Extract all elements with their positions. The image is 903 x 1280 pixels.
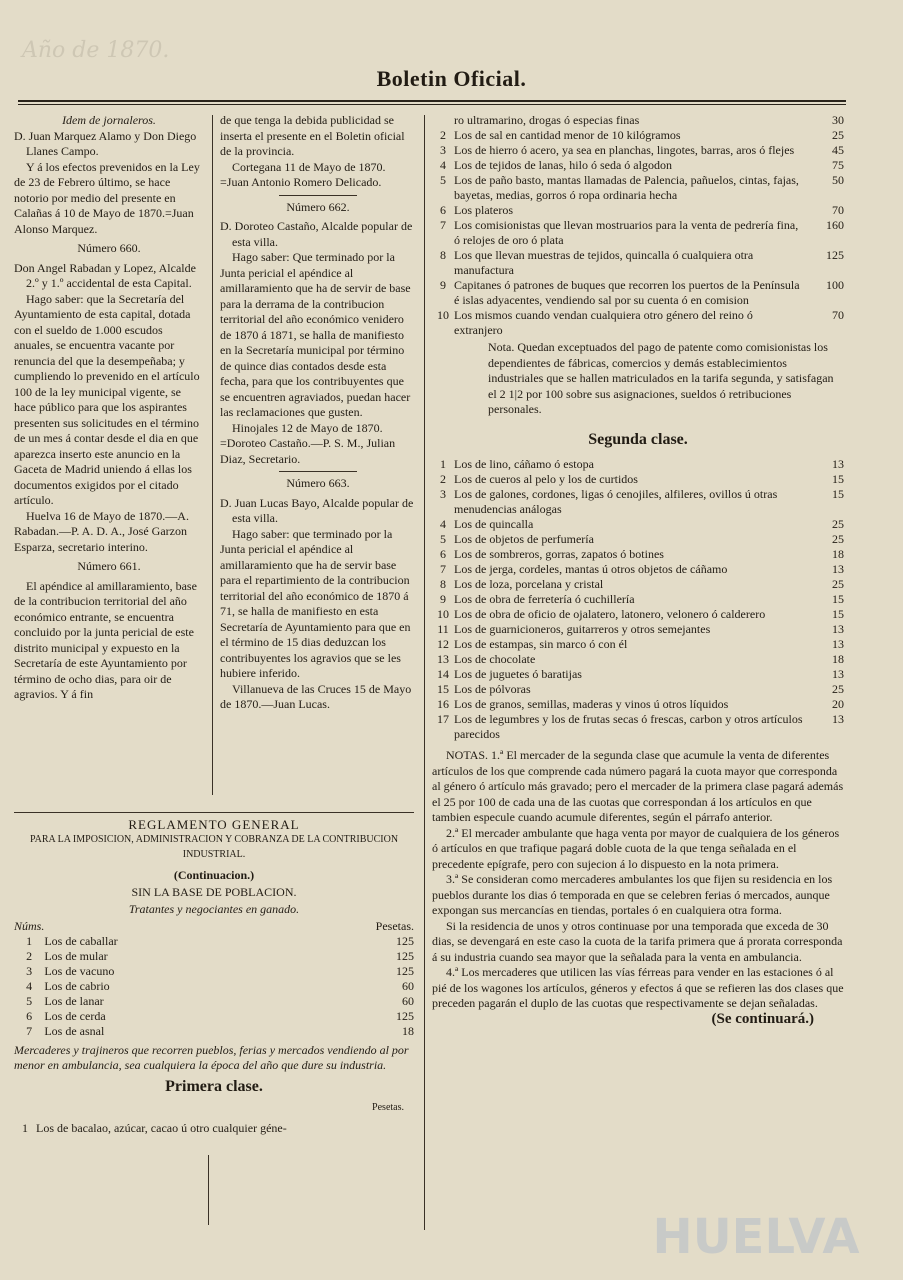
col1-rabadan: Don Angel Rabadan y Lopez, Alcalde 2.º y 1.º accidental de esta Capital. [14,260,196,290]
row-number: 4 [440,158,446,172]
col2-bayo: D. Juan Lucas Bayo, Alcalde popular de esta villa. [220,495,414,525]
row-text: Los de chocolate [454,652,536,666]
row-value: 13 [832,457,844,471]
row-text: Los de granos, semillas, maderas y vinos ú otros líquidos [454,697,729,711]
row-value: 15 [832,472,844,486]
row-value: 125 [396,1009,414,1023]
row-number: 17 [437,712,449,726]
table-row [14,964,414,979]
row-number: 10 [437,308,449,322]
table-row [432,682,844,697]
table-row [432,158,844,173]
row-value: 15 [832,592,844,606]
row-value: 100 [826,278,844,292]
table-row [14,979,414,994]
table-row [432,667,844,682]
se-continuara: (Se continuará.) [711,1010,814,1027]
jornaleros-heading: Idem de jornaleros. [62,113,156,127]
row-number: 5 [440,532,446,546]
row-number: 8 [440,577,446,591]
row-number: 2 [440,472,446,486]
table-row [432,547,844,562]
primera-first-row [14,1121,414,1136]
row-value: 25 [832,128,844,142]
reglamento-rule [14,812,414,813]
row-text: Los de juguetes ó baratijas [454,667,582,681]
reglamento-subtitle: PARA LA IMPOSICION, ADMINISTRACION Y COBRANZA DE LA CONTRIBUCION INDUSTRIAL. [29,834,399,860]
row-text: Los de mular [44,949,108,963]
row-value: 30 [832,113,844,127]
row-text: Los de paño basto, mantas llamadas de Palencia, pañuelos, cintas, fajas, bayetas, medias, gorros ó ropa ordinaria hecha [454,173,799,202]
primera-clase-table [432,113,844,338]
table-row [432,248,844,278]
row-value: 75 [832,158,844,172]
col2-hago-saber-1: Hago saber: Que terminado por la Junta pericial el apéndice al amillaramiento que ha de servir de base para la derrama de la contribucion territorial del año económico venidero de 1870 á 1871, se halla de manifiesto en la Secretaría municipal por término de quince dias contados desde esta fecha, para que los contribuyentes que se encuentren agraviados, puedan hacer las reclamaciones que gusten. [220,250,411,419]
separator [279,471,357,472]
table-row [432,697,844,712]
table-row [432,592,844,607]
row-number: 6 [440,203,446,217]
row-text: Los de tejidos de lanas, hilo ó seda ó algodon [454,158,672,172]
nota-2: 2.ª El mercader ambulante que haga venta por mayor de cualquiera de los géneros ó artículos en que trafique pagará doble cuota de la que tenga señalada en el precedente epígrafe, pero con sujecion á lo dispuesto en la nota primera. [432,825,840,871]
row-number: 12 [437,637,449,651]
row-text: Los de guarnicioneros, guitarreros y otros semejantes [454,622,711,636]
row-number: 11 [437,622,449,636]
row-value: 13 [832,622,844,636]
table-row [432,278,844,308]
table-row [432,712,844,742]
table-row [432,203,844,218]
table-row [432,607,844,622]
row-value: 13 [832,712,844,726]
row-number: 4 [440,517,446,531]
table-row [432,532,844,547]
table-row [432,562,844,577]
row-number: 5 [26,994,33,1008]
col2-hinojales: Hinojales 12 de Mayo de 1870. =Doroteo Castaño.—P. S. M., Julian Diaz, Secretario. [220,420,396,466]
row-number: 7 [440,218,446,232]
row-value: 160 [826,218,844,232]
column-3 [432,113,844,1027]
nota-4: 4.ª Los mercaderes que utilicen las vías férreas para vender en las estaciones ó al pié de los wagones los artículos, géneros y efectos á que se refieren las dos clases que preceden pagarán el duplo de las cuotas que respectivamente se dejan señaladas. [432,965,844,1010]
table-row [432,637,844,652]
row-text: Los de cerda [44,1009,106,1023]
row-value: 25 [832,682,844,696]
column-2 [220,113,416,713]
nota-3b: Si la residencia de unos y otros continuase por una temporada que exceda de 30 dias, se devengará en este caso la cuota de la tarifa primera que á prorata corresponda á su industria cuando sea mayor que la señalada para la venta en ambulancia. [432,918,843,964]
row-number: 6 [26,1009,33,1023]
row-text: Los plateros [454,203,513,217]
notas-section [432,748,844,1012]
row-text: Los de sal en cantidad menor de 10 kilógramos [454,128,681,142]
row-value: 50 [832,173,844,187]
tratantes-heading: Tratantes y negociantes en ganado. [128,902,300,916]
row-number: 16 [437,697,449,711]
row-text: Los de lino, cáñamo ó estopa [454,457,594,471]
row-text: Los de estampas, sin marco ó con él [454,637,628,651]
mercaderes-text: Mercaderes y trajineros que recorren pueblos, ferias y mercados vendiendo al por menor en ambulancia, sea cualquiera la época del año que dure su industria. [14,1043,409,1072]
row-number: 1 [22,1121,28,1135]
row-value: 15 [832,487,844,501]
table-row [14,1121,414,1136]
row-text: Los de sombreros, gorras, zapatos ó botines [454,547,664,561]
nota-3: 3.ª Se consideran como mercaderes ambulantes los que fijen su residencia en los pueblos durante los dias ó temporada en que se celebren ferias ó mercados, aunque expongan sus mercancías en tiendas, portales ó en cualquiera otra forma. [432,872,833,917]
row-text: Los mismos cuando vendan cualquiera otro género del reino ó extranjero [454,308,753,337]
row-number: 10 [437,607,449,621]
primera-clase-heading: Primera clase. [165,1078,263,1095]
row-number [432,113,454,128]
table-row [14,1024,414,1039]
table-row [432,472,844,487]
table-row [14,1009,414,1024]
reglamento-continuacion: (Continuacion.) [173,868,255,882]
pesetas-header: Pesetas. [375,919,414,933]
table-row [432,128,844,143]
numero-661: Número 661. [77,559,141,573]
col2-publicidad: de que tenga la debida publicidad se inserta el presente en el Boletin oficial de la provincia. [220,113,405,158]
column-1 [14,113,204,703]
row-number: 3 [26,964,33,978]
table-row [432,218,844,248]
row-value: 18 [832,547,844,561]
header-rule-thin [18,104,846,105]
row-number: 7 [26,1024,33,1038]
row-value: 25 [832,517,844,531]
row-value: 45 [832,143,844,157]
row-value: 25 [832,532,844,546]
table-row [432,517,844,532]
row-value: 18 [402,1024,414,1038]
row-value: 13 [832,637,844,651]
row-number: 9 [440,278,446,292]
row-text: Los comisionistas que llevan mostruarios para la venta de pedrería fina, ó relojes de oro ó plata [454,218,799,247]
reglamento-title: REGLAMENTO GENERAL [128,817,300,832]
col2-castano: D. Doroteo Castaño, Alcalde popular de esta villa. [220,219,413,249]
sin-base-poblacion: SIN LA BASE DE POBLACION. [131,885,297,899]
header-rule [18,100,846,102]
nota-exceptuados: Nota. Quedan exceptuados del pago de patente como comisionistas los dependientes de fábricas, comercios y demás establecimientos industriales que se hallen matriculados en la tarifa segunda, y satisfagan el 2 1|2 por 100 sobre sus asignaciones, sueldos ó retribuciones personales. [488,340,834,416]
row-text: Los de lanar [44,994,104,1008]
table-header-row [14,919,414,934]
row-value: 60 [402,979,414,993]
col1-names: D. Juan Marquez Alamo y Don Diego Llanes Campo. [14,128,197,158]
numero-662: Número 662. [286,199,350,214]
row-value: 125 [396,934,414,948]
table-row [432,173,844,203]
numero-660: Número 660. [77,241,141,255]
row-value: 70 [832,203,844,217]
row-text: ro ultramarino, drogas ó especias finas [454,113,640,127]
table-row [432,308,844,338]
row-number: 15 [437,682,449,696]
row-text: Los de hierro ó acero, ya sea en planchas, lingotes, barras, aros ó flejes [454,143,795,157]
row-text: Los de quincalla [454,517,534,531]
table-row [432,113,844,128]
table-row [432,622,844,637]
row-text: Los de obra de oficio de ojalatero, latonero, velonero ó calderero [454,607,766,621]
row-number: 2 [26,949,33,963]
ganado-rows [14,934,414,1039]
pesetas-label: Pesetas. [372,1102,404,1113]
row-text: Los de caballar [44,934,118,948]
row-number: 4 [26,979,33,993]
row-value: 125 [826,248,844,262]
row-text: Los de vacuno [44,964,115,978]
nota-1: NOTAS. 1.ª El mercader de la segunda clase que acumule la venta de diferentes artículos de los que comprende cada número pagará la cuota mayor que corresponda al género ó artículo más gravado; pero el mercader de la primera clase pagará además el 25 por 100 de cada una de las cuotas que correspondan á los artículos en que tambien especule cuando acumule diferentes, según el párrafo anterior. [432,748,844,824]
row-text: Los de pólvoras [454,682,531,696]
row-number: 2 [440,128,446,142]
huelva-watermark: HUELVA [652,1209,860,1265]
row-value: 13 [832,562,844,576]
row-text: Capitanes ó patrones de buques que recorren los puertos de la Península é islas adyacentes, vendiendo sal por su cuenta ó en comision [454,278,800,307]
row-text: Los de obra de ferretería ó cuchillería [454,592,635,606]
row-value: 18 [832,652,844,666]
column-divider-2 [424,115,425,1230]
row-number: 1 [440,457,446,471]
table-row [432,457,844,472]
numero-663: Número 663. [286,476,350,490]
segunda-clase-table [432,457,844,742]
row-value: 25 [832,577,844,591]
row-text: Los de jerga, cordeles, mantas ú otros objetos de cáñamo [454,562,728,576]
table-row [14,994,414,1009]
col1-secretaria: Hago saber: que la Secretaría del Ayuntamiento de esta capital, dotada con el sueldo de 1.000 escudos anuales, se encuentra vacante por renuncia del que la desempeñaba; y cumpliendo lo prevenido en el artículo 100 de la ley municipal vigente, se hace público para que los aspirantes presenten sus solicitudes en el término de un mes á contar desde el dia en que aparezca inserto este anuncio en la Gaceta de Madrid uniendo á ellas los documentos exigidos por el citado artículo. [14,291,200,507]
row-value: 125 [396,964,414,978]
row-text: Los de bacalao, azúcar, cacao ú otro cualquier géne- [36,1121,287,1135]
row-number: 3 [440,143,446,157]
row-text: Los de loza, porcelana y cristal [454,577,604,591]
row-text: Los de objetos de perfumería [454,532,594,546]
row-value: 13 [832,667,844,681]
reglamento-section [14,808,414,1136]
column-divider-1 [212,115,213,795]
row-number: 9 [440,592,446,606]
column-divider-lower [208,1155,209,1225]
table-row [432,577,844,592]
row-value: 70 [832,308,844,322]
row-text: Los que llevan muestras de tejidos, quincalla ó cualquiera otra manufactura [454,248,754,277]
row-value: 15 [832,607,844,621]
table-row [14,949,414,964]
row-value: 60 [402,994,414,1008]
row-value: 125 [396,949,414,963]
row-number: 7 [440,562,446,576]
row-text: Los de cabrio [44,979,110,993]
col1-apendice: El apéndice al amillaramiento, base de la contribucion territorial del año económico entrante, se encuentra concluido por la junta pericial de este distrito municipal y expuesto en la Secretaría de este Ayuntamiento por término de ocho dias, para oir de agravios. Y á fin [14,578,197,701]
col2-cortegana: Cortegana 11 de Mayo de 1870. =Juan Antonio Romero Delicado. [220,159,386,189]
row-number: 6 [440,547,446,561]
row-text: Los de asnal [44,1024,105,1038]
separator [279,195,357,196]
row-number: 13 [437,652,449,666]
table-row [432,487,844,517]
row-text: Los de galones, cordones, ligas ó cenojiles, alfileres, ovillos ú otras menudencias análogas [454,487,778,516]
ganado-table [14,919,414,1039]
col2-hago-saber-2: Hago saber: que terminado por la Junta pericial el apéndice al amillaramiento que ha de servir base para el repartimiento de la contribucion territorial del año económico de 1870 á 71, se halla de manifiesto en esta Secretaría de Ayuntamiento para que en el término de 15 dias deduzcan los contribuyentes los agravios que se les hubiere inferido. [220,526,411,680]
row-text: Los de legumbres y los de frutas secas ó frescas, carbon y otros artículos parecidos [454,712,803,741]
table-row [432,143,844,158]
page-title: Boletin Oficial. [376,66,527,91]
row-number: 3 [440,487,446,501]
col2-villanueva: Villanueva de las Cruces 15 de Mayo de 1870.—Juan Lucas. [220,681,412,711]
row-number: 1 [26,934,33,948]
ghost-year: Año de 1870. [22,38,170,63]
row-number: 8 [440,248,446,262]
row-number: 14 [437,667,449,681]
col1-calanas: Y á los efectos prevenidos en la Ley de 23 de Febrero último, se hace notorio por medio del presente en Calañas á 10 de Mayo de 1870.=Juan Alonso Marquez. [14,159,200,236]
nums-header: Núms. [14,919,45,933]
segunda-clase-heading: Segunda clase. [588,430,688,448]
table-row [14,934,414,949]
row-number: 5 [440,173,446,187]
col1-huelva-date: Huelva 16 de Mayo de 1870.—A. Rabadan.—P. A. D. A., José Garzon Esparza, secretario interino. [14,508,189,554]
row-text: Los de cueros al pelo y los de curtidos [454,472,638,486]
row-value: 20 [832,697,844,711]
table-row [432,652,844,667]
